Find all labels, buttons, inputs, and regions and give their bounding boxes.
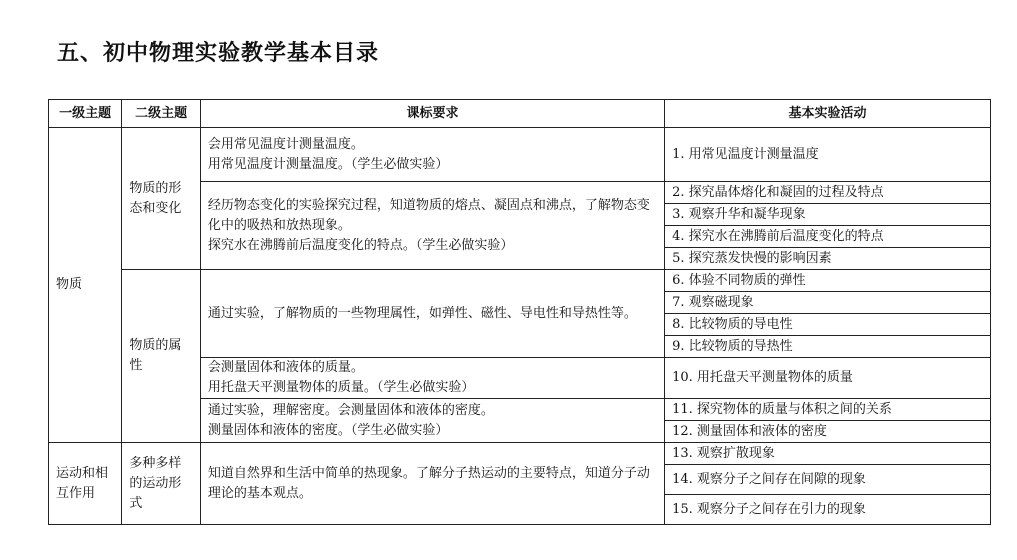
activity-cell: 13. 观察扩散现象 [665,443,991,465]
activity-cell: 5. 探究蒸发快慢的影响因素 [665,248,991,270]
requirement-cell: 通过实验，了解物质的一些物理属性，如弹性、磁性、导电性和导热性等。 [200,270,664,358]
table-row [49,270,991,292]
activity-cell: 14. 观察分子之间存在间隙的现象 [665,465,991,495]
activity-cell: 3. 观察升华和凝华现象 [665,204,991,226]
header-level1-topic: 一级主题 [49,100,122,128]
requirement-cell: 会测量固体和液体的质量。 用托盘天平测量物体的质量。（学生必做实验） [200,358,664,399]
experiment-catalog-table [48,99,991,525]
activity-cell: 8. 比较物质的导电性 [665,314,991,336]
activity-cell: 10. 用托盘天平测量物体的质量 [665,358,991,399]
activity-cell: 7. 观察磁现象 [665,292,991,314]
activity-cell: 9. 比较物质的导热性 [665,336,991,358]
activity-cell: 2. 探究晶体熔化和凝固的过程及特点 [665,182,991,204]
requirement-cell: 通过实验，理解密度。会测量固体和液体的密度。 测量固体和液体的密度。（学生必做实验） [200,399,664,443]
activity-cell: 11. 探究物体的质量与体积之间的关系 [665,399,991,421]
activity-cell: 4. 探究水在沸腾前后温度变化的特点 [665,226,991,248]
topic-matter: 物质 [49,128,122,443]
subtopic-properties: 物质的属性 [122,270,201,443]
page-title: 五、初中物理实验教学基本目录 [57,41,380,66]
table-row [49,443,991,465]
table-row [49,128,991,182]
subtopic-form-change: 物质的形态和变化 [122,128,201,270]
subtopic-motion-forms: 多种多样的运动形式 [122,443,201,525]
requirement-cell: 经历物态变化的实验探究过程，知道物质的熔点、凝固点和沸点，了解物态变化中的吸热和放热现象。 探究水在沸腾前后温度变化的特点。（学生必做实验） [200,182,664,270]
header-curriculum-requirement: 课标要求 [200,100,664,128]
requirement-cell: 会用常见温度计测量温度。 用常见温度计测量温度。（学生必做实验） [200,128,664,182]
activity-cell: 12. 测量固体和液体的密度 [665,421,991,443]
header-experiment-activity: 基本实验活动 [665,100,991,128]
topic-motion: 运动和相互作用 [49,443,122,525]
table-header-row [49,100,991,128]
activity-cell: 15. 观察分子之间存在引力的现象 [665,495,991,525]
activity-cell: 6. 体验不同物质的弹性 [665,270,991,292]
header-level2-topic: 二级主题 [122,100,201,128]
activity-cell: 1. 用常见温度计测量温度 [665,128,991,182]
requirement-cell: 知道自然界和生活中简单的热现象。了解分子热运动的主要特点，知道分子动理论的基本观点。 [200,443,664,525]
